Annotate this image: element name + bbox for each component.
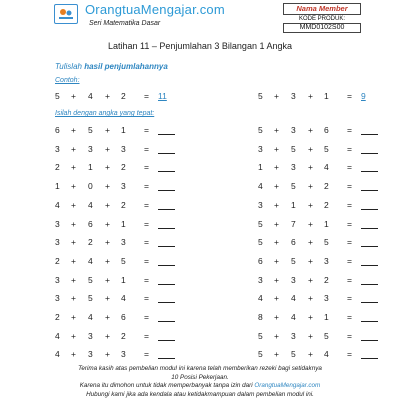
operand-3: 5 — [324, 143, 329, 154]
plus-sign: + — [71, 162, 76, 173]
operand-3: 5 — [324, 237, 329, 248]
plus-sign: + — [274, 274, 279, 285]
problem-left-7 — [55, 237, 185, 249]
problem-right-7 — [258, 237, 388, 249]
operand-3: 2 — [324, 274, 329, 285]
equals-sign: = — [144, 237, 149, 248]
equals-sign: = — [144, 274, 149, 285]
operand-3: 2 — [121, 91, 126, 101]
operand-3: 4 — [324, 349, 329, 360]
footer-line-4: Hubungi kami jika ada kendala atau ketidakmampuan dalam pembelian modul ini. — [86, 390, 314, 398]
operand-1: 2 — [55, 255, 60, 266]
plus-sign: + — [105, 181, 110, 192]
problem-left-2 — [55, 144, 185, 156]
operand-3: 3 — [121, 349, 126, 360]
operand-2: 3 — [88, 330, 93, 341]
equals-sign: = — [347, 255, 352, 266]
operand-1: 5 — [55, 91, 60, 101]
plus-sign: + — [308, 162, 313, 173]
plus-sign: + — [105, 237, 110, 248]
plus-sign: + — [308, 293, 313, 304]
equals-sign: = — [144, 181, 149, 192]
operand-1: 3 — [55, 274, 60, 285]
plus-sign: + — [71, 181, 76, 192]
plus-sign: + — [105, 91, 110, 101]
plus-sign: + — [274, 237, 279, 248]
equals-sign: = — [144, 218, 149, 229]
operand-3: 5 — [324, 330, 329, 341]
plus-sign: + — [105, 125, 110, 135]
equals-sign: = — [144, 125, 149, 135]
plus-sign: + — [308, 181, 313, 192]
equals-sign: = — [347, 330, 352, 341]
answer-blank[interactable] — [158, 228, 175, 229]
operand-2: 1 — [88, 162, 93, 173]
plus-sign: + — [105, 255, 110, 266]
equals-sign: = — [347, 293, 352, 304]
operand-2: 6 — [88, 218, 93, 229]
operand-3: 3 — [121, 237, 126, 248]
operand-3: 4 — [324, 162, 329, 173]
answer-blank[interactable] — [361, 265, 378, 266]
operand-2: 4 — [88, 199, 93, 210]
problem-right-5 — [258, 200, 388, 212]
equals-sign: = — [347, 312, 352, 322]
problem-left-13 — [55, 349, 185, 361]
answer-blank[interactable] — [158, 321, 175, 322]
operand-2: 4 — [291, 312, 296, 322]
plus-sign: + — [308, 143, 313, 154]
operand-1: 3 — [258, 274, 263, 285]
plus-sign: + — [308, 199, 313, 210]
example-problem-2 — [258, 91, 388, 103]
operand-1: 3 — [55, 218, 60, 229]
operand-1: 4 — [55, 349, 60, 360]
operand-2: 5 — [88, 125, 93, 135]
exercise-label: Isilah dengan angka yang tepat: — [55, 110, 155, 117]
operand-1: 5 — [258, 125, 263, 135]
equals-sign: = — [144, 91, 149, 101]
plus-sign: + — [308, 312, 313, 322]
footer-line-2: 10 Posisi Pekerjaan. — [171, 373, 229, 381]
operand-2: 3 — [88, 143, 93, 154]
brand-name[interactable]: OrangtuaMengajar.com — [85, 2, 225, 17]
equals-sign: = — [144, 199, 149, 210]
equals-sign: = — [144, 162, 149, 173]
plus-sign: + — [71, 143, 76, 154]
plus-sign: + — [105, 143, 110, 154]
product-code-value: MMD0102S00 — [283, 23, 361, 33]
operand-2: 4 — [291, 293, 296, 304]
operand-1: 3 — [258, 199, 263, 210]
answer-blank[interactable] — [158, 340, 175, 341]
operand-2: 5 — [291, 181, 296, 192]
plus-sign: + — [308, 255, 313, 266]
plus-sign: + — [274, 181, 279, 192]
equals-sign: = — [144, 143, 149, 154]
plus-sign: + — [71, 237, 76, 248]
answer-blank[interactable] — [361, 228, 378, 229]
problem-left-6 — [55, 219, 185, 231]
operand-2: 5 — [88, 274, 93, 285]
plus-sign: + — [71, 274, 76, 285]
plus-sign: + — [105, 162, 110, 173]
operand-1: 1 — [55, 181, 60, 192]
plus-sign: + — [71, 125, 76, 135]
answer-blank[interactable] — [361, 209, 378, 210]
plus-sign: + — [71, 199, 76, 210]
plus-sign: + — [274, 199, 279, 210]
operand-3: 1 — [324, 91, 329, 101]
operand-1: 5 — [258, 218, 263, 229]
plus-sign: + — [274, 255, 279, 266]
operand-1: 2 — [55, 312, 60, 322]
operand-3: 1 — [121, 274, 126, 285]
plus-sign: + — [105, 330, 110, 341]
plus-sign: + — [71, 293, 76, 304]
plus-sign: + — [71, 330, 76, 341]
problem-left-12 — [55, 331, 185, 343]
answer-blank[interactable] — [158, 153, 175, 154]
operand-3: 3 — [324, 255, 329, 266]
answer-blank[interactable] — [158, 358, 175, 359]
plus-sign: + — [308, 349, 313, 360]
plus-sign: + — [105, 274, 110, 285]
example-answer: 9 — [361, 91, 366, 101]
operand-1: 4 — [55, 330, 60, 341]
operand-3: 3 — [121, 143, 126, 154]
operand-1: 5 — [258, 237, 263, 248]
answer-blank[interactable] — [361, 171, 378, 172]
problem-right-6 — [258, 219, 388, 231]
answer-blank[interactable] — [158, 190, 175, 191]
operand-3: 6 — [121, 312, 126, 322]
answer-blank[interactable] — [158, 134, 175, 135]
instruction — [55, 62, 168, 71]
problem-right-3 — [258, 162, 388, 174]
plus-sign: + — [71, 349, 76, 360]
answer-blank[interactable] — [158, 302, 175, 303]
plus-sign: + — [308, 91, 313, 101]
operand-2: 6 — [291, 237, 296, 248]
operand-2: 3 — [291, 274, 296, 285]
plus-sign: + — [274, 162, 279, 173]
operand-3: 5 — [121, 255, 126, 266]
operand-2: 1 — [291, 199, 296, 210]
plus-sign: + — [274, 91, 279, 101]
problem-left-4 — [55, 181, 185, 193]
plus-sign: + — [105, 349, 110, 360]
plus-sign: + — [308, 274, 313, 285]
example-answer: 11 — [158, 91, 167, 101]
footer-line-1: Terima kasih atas pembelian modul ini karena telah memberikan rezeki bagi setidaknya — [78, 365, 322, 372]
equals-sign: = — [347, 162, 352, 173]
plus-sign: + — [274, 349, 279, 360]
footer — [0, 365, 400, 399]
equals-sign: = — [347, 349, 352, 360]
plus-sign: + — [274, 143, 279, 154]
plus-sign: + — [105, 218, 110, 229]
operand-3: 6 — [324, 125, 329, 135]
answer-blank[interactable] — [361, 302, 378, 303]
plus-sign: + — [71, 91, 76, 101]
operand-1: 3 — [55, 143, 60, 154]
orangtua-mengajar-logo-icon — [54, 4, 78, 24]
operand-2: 4 — [88, 91, 93, 101]
answer-blank[interactable] — [361, 321, 378, 322]
plus-sign: + — [308, 125, 313, 135]
answer-blank[interactable] — [361, 340, 378, 341]
operand-3: 1 — [324, 312, 329, 322]
operand-2: 3 — [291, 162, 296, 173]
problem-right-8 — [258, 256, 388, 268]
problem-right-10 — [258, 293, 388, 305]
plus-sign: + — [274, 218, 279, 229]
problem-right-12 — [258, 331, 388, 343]
operand-2: 0 — [88, 181, 93, 192]
footer-link[interactable]: OrangtuaMengajar.com — [254, 382, 321, 389]
problem-right-1 — [258, 125, 388, 137]
plus-sign: + — [308, 330, 313, 341]
equals-sign: = — [144, 349, 149, 360]
problem-left-10 — [55, 293, 185, 305]
footer-line-3 — [0, 382, 400, 391]
example-problem-1 — [55, 91, 185, 103]
plus-sign: + — [308, 218, 313, 229]
footer-line-3-text: Karena itu dimohon untuk tidak memperbanyak tanpa izin dari — [79, 382, 255, 389]
operand-3: 4 — [121, 293, 126, 304]
operand-2: 5 — [291, 349, 296, 360]
operand-2: 4 — [88, 255, 93, 266]
plus-sign: + — [308, 237, 313, 248]
problem-left-1 — [55, 125, 185, 137]
problem-right-11 — [258, 312, 388, 324]
plus-sign: + — [274, 125, 279, 135]
header — [50, 0, 360, 36]
operand-3: 3 — [324, 293, 329, 304]
operand-2: 4 — [88, 312, 93, 322]
instruction-bold: hasil penjumlahannya — [84, 62, 168, 71]
operand-2: 5 — [291, 255, 296, 266]
plus-sign: + — [71, 218, 76, 229]
equals-sign: = — [347, 181, 352, 192]
equals-sign: = — [347, 125, 352, 135]
answer-blank[interactable] — [361, 190, 378, 191]
operand-2: 3 — [291, 330, 296, 341]
operand-3: 3 — [121, 181, 126, 192]
operand-1: 2 — [55, 162, 60, 173]
plus-sign: + — [105, 199, 110, 210]
operand-1: 6 — [258, 255, 263, 266]
operand-2: 7 — [291, 218, 296, 229]
answer-blank[interactable] — [361, 358, 378, 359]
problem-left-5 — [55, 200, 185, 212]
plus-sign: + — [274, 330, 279, 341]
instruction-prefix: Tulislah — [55, 62, 85, 71]
equals-sign: = — [347, 218, 352, 229]
plus-sign: + — [105, 312, 110, 322]
operand-1: 5 — [258, 330, 263, 341]
operand-1: 5 — [258, 349, 263, 360]
product-code-label: KODE PRODUK: — [298, 16, 345, 22]
problem-left-3 — [55, 162, 185, 174]
problem-right-9 — [258, 275, 388, 287]
operand-1: 3 — [258, 143, 263, 154]
operand-2: 2 — [88, 237, 93, 248]
plus-sign: + — [105, 293, 110, 304]
problem-right-13 — [258, 349, 388, 361]
answer-blank[interactable] — [158, 265, 175, 266]
answer-blank[interactable] — [158, 171, 175, 172]
answer-blank[interactable] — [158, 284, 175, 285]
equals-sign: = — [347, 199, 352, 210]
operand-1: 4 — [55, 199, 60, 210]
operand-2: 5 — [291, 143, 296, 154]
operand-1: 6 — [55, 125, 60, 135]
answer-blank[interactable] — [361, 246, 378, 247]
operand-1: 3 — [55, 237, 60, 248]
operand-3: 2 — [121, 162, 126, 173]
equals-sign: = — [144, 293, 149, 304]
example-label: Contoh: — [55, 77, 80, 84]
series-label: Seri Matematika Dasar — [89, 20, 161, 27]
equals-sign: = — [144, 330, 149, 341]
equals-sign: = — [347, 143, 352, 154]
equals-sign: = — [347, 237, 352, 248]
plus-sign: + — [274, 312, 279, 322]
operand-2: 3 — [88, 349, 93, 360]
problem-right-2 — [258, 144, 388, 156]
equals-sign: = — [347, 91, 352, 101]
answer-blank[interactable] — [158, 209, 175, 210]
problem-right-4 — [258, 181, 388, 193]
plus-sign: + — [71, 312, 76, 322]
operand-3: 2 — [324, 181, 329, 192]
operand-1: 8 — [258, 312, 263, 322]
plus-sign: + — [274, 293, 279, 304]
operand-1: 5 — [258, 91, 263, 101]
answer-blank[interactable] — [158, 246, 175, 247]
operand-3: 1 — [324, 218, 329, 229]
member-name-box: Nama Member — [283, 3, 361, 15]
answer-blank[interactable] — [361, 284, 378, 285]
operand-3: 2 — [121, 199, 126, 210]
operand-3: 1 — [121, 125, 126, 135]
problem-left-8 — [55, 256, 185, 268]
operand-1: 4 — [258, 181, 263, 192]
answer-blank[interactable] — [361, 134, 378, 135]
page-title: Latihan 11 – Penjumlahan 3 Bilangan 1 Angka — [108, 41, 292, 51]
operand-1: 4 — [258, 293, 263, 304]
operand-2: 3 — [291, 125, 296, 135]
answer-blank[interactable] — [361, 153, 378, 154]
operand-2: 5 — [88, 293, 93, 304]
operand-2: 3 — [291, 91, 296, 101]
operand-1: 1 — [258, 162, 263, 173]
plus-sign: + — [71, 255, 76, 266]
operand-3: 1 — [121, 218, 126, 229]
operand-3: 2 — [121, 330, 126, 341]
equals-sign: = — [144, 312, 149, 322]
equals-sign: = — [347, 274, 352, 285]
operand-3: 2 — [324, 199, 329, 210]
equals-sign: = — [144, 255, 149, 266]
problem-left-11 — [55, 312, 185, 324]
problem-left-9 — [55, 275, 185, 287]
operand-1: 3 — [55, 293, 60, 304]
